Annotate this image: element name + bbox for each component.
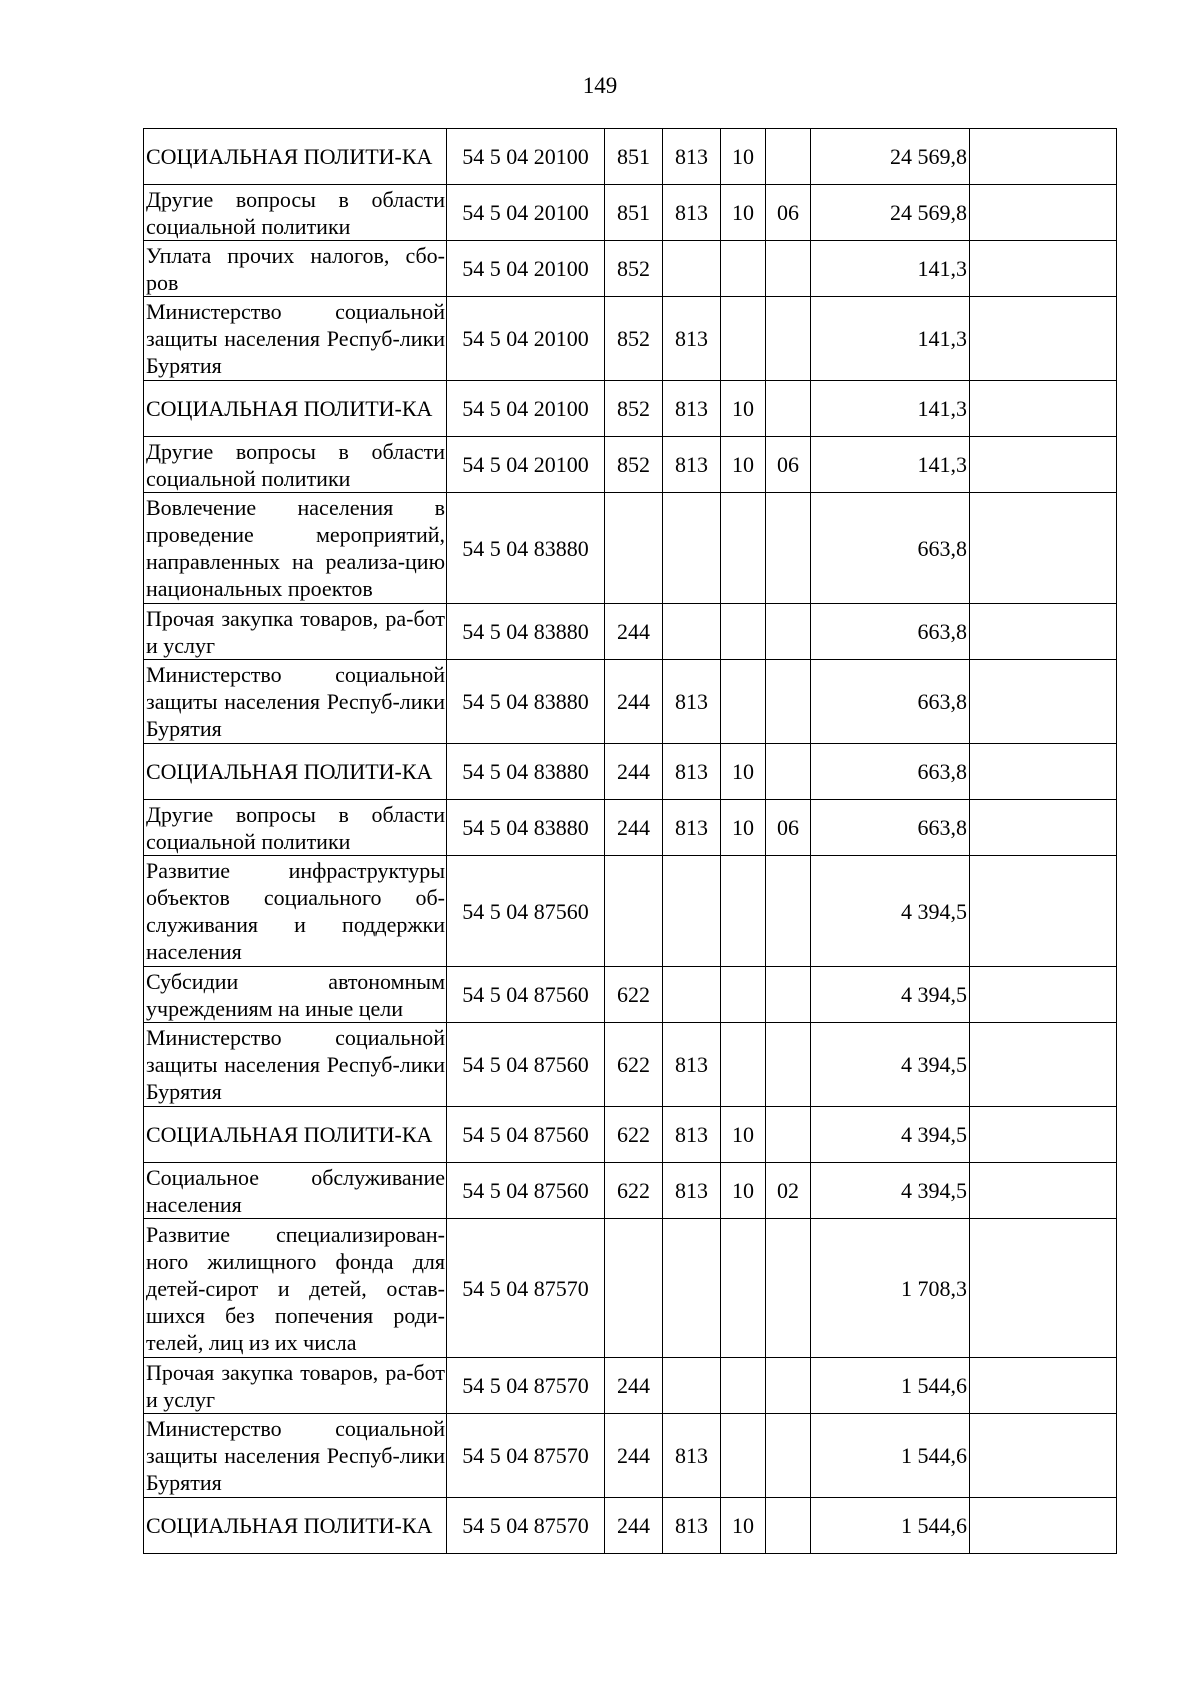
cell-administrator: 813 [663,660,721,744]
table-row [144,1219,1117,1358]
cell-amount: 663,8 [811,493,970,604]
cell-expense-type: 244 [605,1414,663,1498]
cell-amount: 141,3 [811,381,970,437]
cell-name: Прочая закупка товаров, ра-бот и услуг [144,604,447,660]
cell-administrator [663,604,721,660]
cell-section: 10 [721,744,766,800]
cell-target-article: 54 5 04 20100 [447,185,605,241]
cell-name: Социальное обслуживание населения [144,1163,447,1219]
cell-section: 10 [721,185,766,241]
cell-section [721,1023,766,1107]
cell-section: 10 [721,381,766,437]
cell-extra [970,1414,1117,1498]
cell-subsection [766,967,811,1023]
budget-table [143,128,1117,1554]
cell-amount: 141,3 [811,297,970,381]
cell-amount: 4 394,5 [811,1107,970,1163]
cell-name: Другие вопросы в области социальной политики [144,185,447,241]
cell-extra [970,856,1117,967]
cell-subsection: 06 [766,437,811,493]
cell-target-article: 54 5 04 83880 [447,493,605,604]
cell-target-article: 54 5 04 20100 [447,241,605,297]
cell-target-article: 54 5 04 87560 [447,1163,605,1219]
table-row [144,1163,1117,1219]
cell-amount: 4 394,5 [811,967,970,1023]
cell-target-article: 54 5 04 83880 [447,744,605,800]
cell-expense-type [605,1219,663,1358]
cell-administrator: 813 [663,1107,721,1163]
cell-administrator [663,1358,721,1414]
table-row [144,744,1117,800]
cell-extra [970,1107,1117,1163]
cell-subsection [766,381,811,437]
cell-subsection [766,1023,811,1107]
cell-name: Прочая закупка товаров, ра-бот и услуг [144,1358,447,1414]
table-row [144,1107,1117,1163]
cell-section [721,493,766,604]
cell-expense-type: 851 [605,185,663,241]
cell-target-article: 54 5 04 87570 [447,1414,605,1498]
cell-extra [970,1498,1117,1554]
cell-expense-type: 622 [605,1107,663,1163]
cell-subsection [766,493,811,604]
cell-amount: 24 569,8 [811,185,970,241]
cell-section [721,1414,766,1498]
cell-expense-type: 622 [605,967,663,1023]
table-row [144,967,1117,1023]
cell-expense-type: 244 [605,1498,663,1554]
cell-extra [970,604,1117,660]
cell-administrator: 813 [663,381,721,437]
table-row [144,1414,1117,1498]
cell-section: 10 [721,1163,766,1219]
cell-subsection: 02 [766,1163,811,1219]
cell-expense-type: 244 [605,604,663,660]
cell-name: СОЦИАЛЬНАЯ ПОЛИТИ-КА [144,381,447,437]
cell-expense-type: 852 [605,241,663,297]
cell-name: Уплата прочих налогов, сбо-ров [144,241,447,297]
cell-expense-type: 852 [605,381,663,437]
cell-section: 10 [721,1498,766,1554]
cell-extra [970,129,1117,185]
cell-expense-type: 244 [605,1358,663,1414]
cell-expense-type: 244 [605,744,663,800]
cell-administrator: 813 [663,129,721,185]
table-row [144,1023,1117,1107]
cell-administrator [663,856,721,967]
cell-amount: 1 544,6 [811,1498,970,1554]
table-row [144,185,1117,241]
cell-name: Субсидии автономным учреждениям на иные цели [144,967,447,1023]
table-row [144,297,1117,381]
cell-administrator [663,1219,721,1358]
cell-subsection [766,604,811,660]
cell-expense-type: 852 [605,437,663,493]
cell-name: СОЦИАЛЬНАЯ ПОЛИТИ-КА [144,744,447,800]
cell-expense-type [605,856,663,967]
cell-extra [970,800,1117,856]
cell-target-article: 54 5 04 87570 [447,1358,605,1414]
cell-name: СОЦИАЛЬНАЯ ПОЛИТИ-КА [144,129,447,185]
cell-target-article: 54 5 04 20100 [447,381,605,437]
table-row [144,241,1117,297]
cell-target-article: 54 5 04 20100 [447,437,605,493]
cell-subsection [766,856,811,967]
cell-extra [970,437,1117,493]
cell-amount: 141,3 [811,241,970,297]
cell-subsection [766,1498,811,1554]
cell-amount: 663,8 [811,604,970,660]
cell-extra [970,241,1117,297]
table-row [144,493,1117,604]
table-row [144,129,1117,185]
table-row [144,1358,1117,1414]
cell-target-article: 54 5 04 20100 [447,297,605,381]
cell-subsection [766,744,811,800]
cell-expense-type [605,493,663,604]
cell-administrator: 813 [663,437,721,493]
table-row [144,437,1117,493]
cell-section: 10 [721,1107,766,1163]
cell-amount: 24 569,8 [811,129,970,185]
cell-extra [970,1023,1117,1107]
cell-section [721,241,766,297]
cell-target-article: 54 5 04 83880 [447,660,605,744]
cell-amount: 141,3 [811,437,970,493]
cell-name: Развитие инфраструктуры объектов социального об-служивания и поддержки населения [144,856,447,967]
table-row [144,1498,1117,1554]
cell-extra [970,185,1117,241]
cell-amount: 663,8 [811,800,970,856]
cell-section: 10 [721,437,766,493]
cell-administrator [663,493,721,604]
cell-subsection [766,1358,811,1414]
cell-extra [970,297,1117,381]
cell-expense-type: 852 [605,297,663,381]
cell-amount: 1 708,3 [811,1219,970,1358]
cell-subsection: 06 [766,800,811,856]
cell-name: Развитие специализирован-ного жилищного фонда для детей-сирот и детей, остав-шихся без попечения роди-телей, лиц из их числа [144,1219,447,1358]
cell-section: 10 [721,800,766,856]
cell-administrator: 813 [663,1414,721,1498]
cell-subsection [766,1107,811,1163]
table-row [144,381,1117,437]
table-row [144,800,1117,856]
page-number: 149 [582,73,618,98]
cell-administrator [663,241,721,297]
cell-name: Министерство социальной защиты населения Респуб-лики Бурятия [144,297,447,381]
cell-administrator: 813 [663,744,721,800]
table-row [144,856,1117,967]
cell-subsection [766,297,811,381]
cell-target-article: 54 5 04 87560 [447,967,605,1023]
cell-subsection [766,1414,811,1498]
cell-name: Министерство социальной защиты населения Респуб-лики Бурятия [144,1023,447,1107]
cell-amount: 663,8 [811,660,970,744]
cell-expense-type: 244 [605,800,663,856]
cell-administrator: 813 [663,1163,721,1219]
cell-extra [970,1219,1117,1358]
cell-subsection: 06 [766,185,811,241]
cell-extra [970,493,1117,604]
cell-subsection [766,660,811,744]
cell-section [721,856,766,967]
cell-target-article: 54 5 04 87570 [447,1219,605,1358]
cell-administrator: 813 [663,1498,721,1554]
cell-extra [970,660,1117,744]
cell-amount: 4 394,5 [811,856,970,967]
cell-administrator: 813 [663,297,721,381]
cell-expense-type: 622 [605,1023,663,1107]
cell-expense-type: 622 [605,1163,663,1219]
cell-extra [970,1358,1117,1414]
cell-name: СОЦИАЛЬНАЯ ПОЛИТИ-КА [144,1107,447,1163]
cell-extra [970,1163,1117,1219]
cell-target-article: 54 5 04 20100 [447,129,605,185]
table-row [144,660,1117,744]
cell-extra [970,967,1117,1023]
cell-section [721,660,766,744]
cell-target-article: 54 5 04 87560 [447,1107,605,1163]
cell-subsection [766,1219,811,1358]
cell-name: Другие вопросы в области социальной политики [144,800,447,856]
cell-expense-type: 851 [605,129,663,185]
cell-target-article: 54 5 04 87560 [447,1023,605,1107]
cell-section [721,967,766,1023]
cell-name: Министерство социальной защиты населения Респуб-лики Бурятия [144,1414,447,1498]
cell-expense-type: 244 [605,660,663,744]
cell-amount: 1 544,6 [811,1414,970,1498]
cell-target-article: 54 5 04 87570 [447,1498,605,1554]
table-row [144,604,1117,660]
cell-amount: 4 394,5 [811,1163,970,1219]
cell-section: 10 [721,129,766,185]
cell-target-article: 54 5 04 83880 [447,604,605,660]
cell-name: Министерство социальной защиты населения Респуб-лики Бурятия [144,660,447,744]
cell-section [721,297,766,381]
cell-amount: 663,8 [811,744,970,800]
cell-section [721,1219,766,1358]
cell-amount: 4 394,5 [811,1023,970,1107]
cell-subsection [766,129,811,185]
cell-extra [970,744,1117,800]
cell-target-article: 54 5 04 83880 [447,800,605,856]
cell-name: Вовлечение населения в проведение мероприятий, направленных на реализа-цию национальных проектов [144,493,447,604]
cell-subsection [766,241,811,297]
cell-administrator: 813 [663,1023,721,1107]
cell-amount: 1 544,6 [811,1358,970,1414]
cell-name: СОЦИАЛЬНАЯ ПОЛИТИ-КА [144,1498,447,1554]
table-body [144,129,1117,1554]
cell-name: Другие вопросы в области социальной политики [144,437,447,493]
cell-section [721,1358,766,1414]
cell-administrator: 813 [663,185,721,241]
cell-target-article: 54 5 04 87560 [447,856,605,967]
cell-section [721,604,766,660]
cell-extra [970,381,1117,437]
cell-administrator [663,967,721,1023]
cell-administrator: 813 [663,800,721,856]
